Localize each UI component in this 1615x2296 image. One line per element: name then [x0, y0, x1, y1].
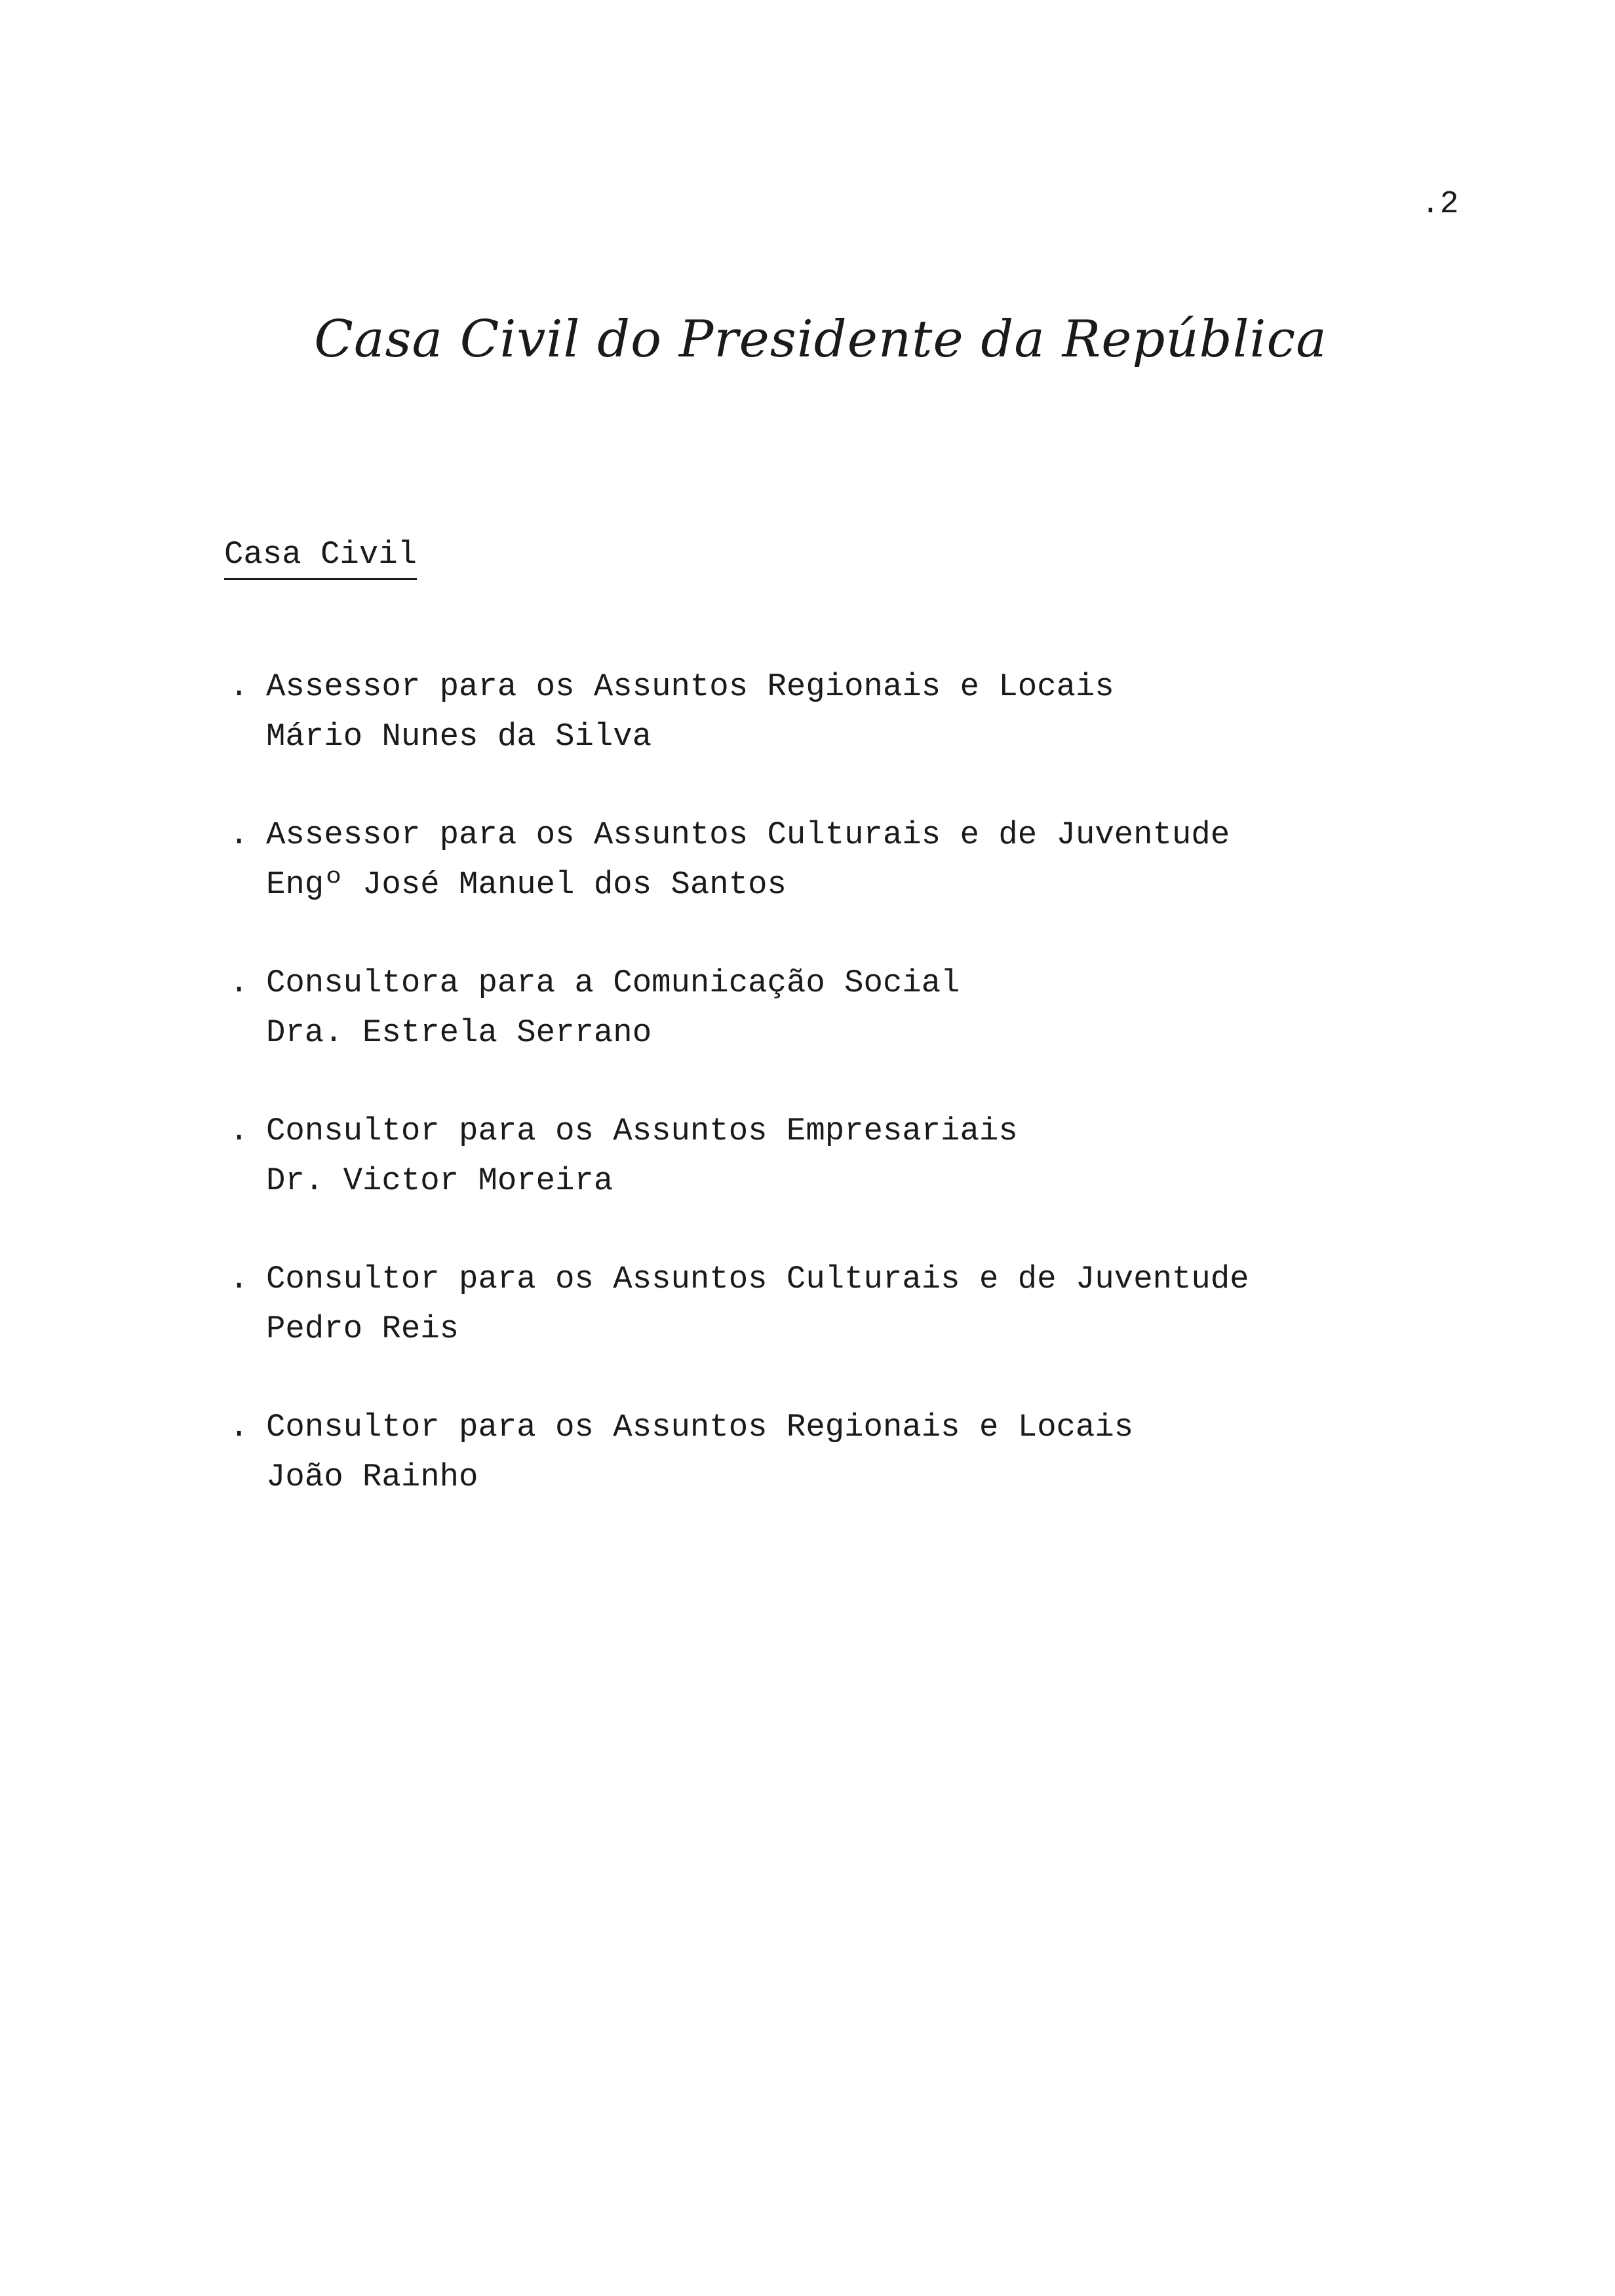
- entry-name: Mário Nunes da Silva: [266, 718, 652, 755]
- list-item: [224, 1106, 1469, 1206]
- entry-role: Consultor para os Assuntos Regionais e Locais: [266, 1409, 1134, 1445]
- letterhead-text: Casa Civil do Presidente da República: [314, 310, 1327, 369]
- entry-name: João Rainho: [266, 1459, 478, 1495]
- bullet-marker: .: [229, 816, 249, 853]
- list-item: [224, 958, 1469, 1058]
- bullet-marker: .: [229, 1113, 249, 1149]
- list-item: [224, 1402, 1469, 1502]
- entry-name: Dr. Victor Moreira: [266, 1162, 613, 1199]
- list-item: [224, 662, 1469, 761]
- staff-list: [224, 662, 1469, 1550]
- entry-role: Consultora para a Comunicação Social: [266, 965, 960, 1001]
- section-heading: Casa Civil: [224, 533, 417, 580]
- entry-role: Consultor para os Assuntos Empresariais: [266, 1113, 1018, 1149]
- entry-role: Assessor para os Assuntos Culturais e de Juventude: [266, 816, 1230, 853]
- letterhead-title: [0, 307, 1615, 372]
- bullet-marker: .: [229, 965, 249, 1001]
- entry-name: Engº José Manuel dos Santos: [266, 866, 787, 903]
- bullet-marker: .: [229, 1409, 249, 1445]
- list-item: [224, 1254, 1469, 1354]
- bullet-marker: .: [229, 668, 249, 705]
- entry-name: Pedro Reis: [266, 1311, 459, 1347]
- entry-name: Dra. Estrela Serrano: [266, 1014, 652, 1051]
- entry-role: Consultor para os Assuntos Culturais e de Juventude: [266, 1261, 1249, 1297]
- list-item: [224, 810, 1469, 909]
- entry-role: Assessor para os Assuntos Regionais e Locais: [266, 668, 1114, 705]
- bullet-marker: .: [229, 1261, 249, 1297]
- page-number: .2: [1421, 187, 1459, 222]
